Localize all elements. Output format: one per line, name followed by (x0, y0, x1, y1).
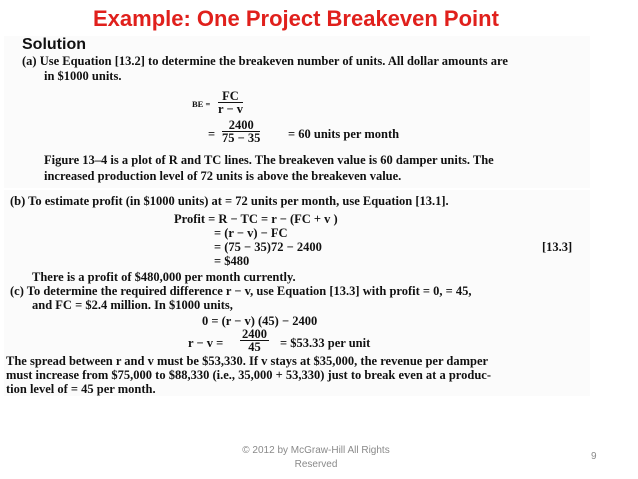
be-denominator: r − v (218, 102, 243, 116)
part-a-line-1: (a) Use Equation [13.2] to determine the breakeven number of units. All dollar amounts are (22, 54, 508, 68)
profit-sentence: There is a profit of $480,000 per month currently. (32, 270, 296, 284)
part-a-line-2: in $1000 units. (44, 69, 122, 83)
be-label: BE = (192, 99, 211, 109)
profit-line-2: = (r − v) − FC (214, 226, 288, 240)
figure-line-1: Figure 13–4 is a plot of R and TC lines. The breakeven value is 60 damper units. The (44, 153, 494, 167)
eq2-result: = 60 units per month (288, 127, 400, 141)
page-number: 9 (591, 451, 597, 462)
c-eq2-fraction (240, 328, 269, 354)
profit-line-3: = (75 − 35)72 − 2400 (214, 240, 322, 254)
spread-line-2: must increase from $75,000 to $88,330 (i.e., 35,000 + 53,330) just to break even at a produc- (6, 368, 491, 382)
c-eq2-result: = $53.33 per unit (280, 336, 371, 350)
profit-line-1: Profit = R − TC = r − (FC + v ) (174, 212, 338, 226)
c-eq2-prefix: r − v = (188, 336, 224, 350)
part-c-line-2: and FC = $2.4 million. In $1000 units, (32, 298, 233, 312)
c-eq2-denominator: 45 (248, 340, 261, 354)
be-numerator: FC (218, 90, 243, 103)
solution-heading: Solution (22, 36, 86, 53)
c-eq2-numerator: 2400 (242, 327, 267, 341)
eq2-fraction (222, 119, 260, 145)
eq2-numerator: 2400 (222, 119, 260, 132)
slide-title: Example: One Project Breakeven Point (93, 6, 499, 31)
profit-line-4: = $480 (214, 254, 250, 268)
spread-line-3: tion level of = 45 per month. (6, 382, 156, 396)
be-fraction (218, 90, 243, 116)
c-equation-1: 0 = (r − v) (45) − 2400 (202, 314, 318, 328)
figure-line-2: increased production level of 72 units is above the breakeven value. (44, 169, 402, 183)
part-c-line-1: (c) To determine the required difference r − v, use Equation [13.3] with profit = 0, = 45, (10, 284, 472, 298)
solution-scan-part-a (4, 36, 590, 188)
copyright-footer: © 2012 by McGraw-Hill All Rights Reserved (242, 445, 390, 470)
equation-ref-13-3: [13.3] (542, 240, 573, 254)
spread-line-1: The spread between r and v must be $53,330. If v stays at $35,000, the revenue per damper (6, 354, 489, 368)
eq2-prefix: = (208, 127, 216, 141)
part-b-line-1: (b) To estimate profit (in $1000 units) at = 72 units per month, use Equation [13.1]. (10, 194, 449, 208)
eq2-denominator: 75 − 35 (222, 131, 261, 145)
solution-scan-parts-b-c (4, 190, 590, 396)
